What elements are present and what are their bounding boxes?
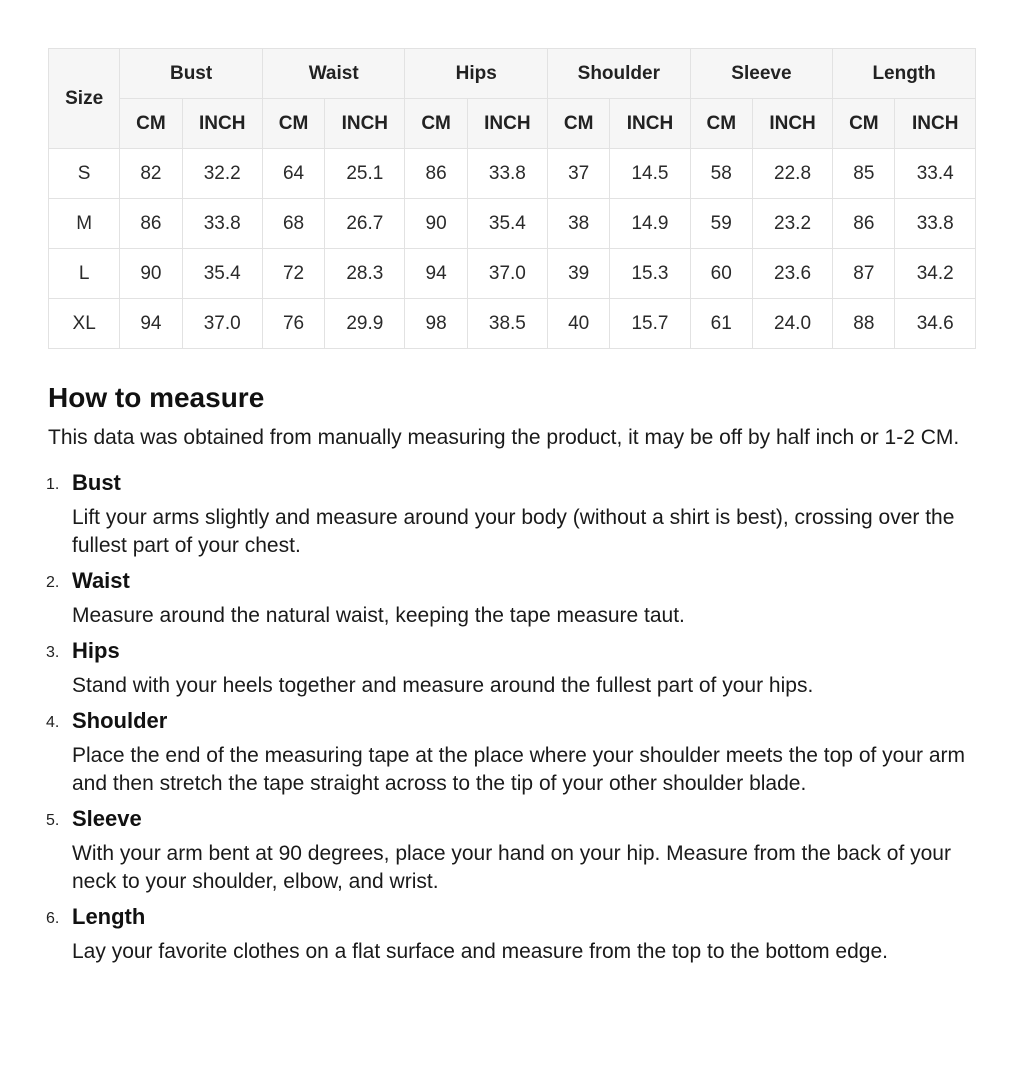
list-item [48, 468, 988, 560]
step-title: Hips [72, 638, 120, 663]
table-cell: 34.2 [895, 249, 976, 299]
table-cell: 76 [262, 299, 324, 349]
step-number: 3. [46, 644, 60, 661]
step-description: Stand with your heels together and measure around the fullest part of your hips. [72, 674, 814, 697]
list-item [48, 566, 988, 630]
table-cell: 64 [262, 149, 324, 199]
table-cell: 72 [262, 249, 324, 299]
group-header-sleeve: Sleeve [690, 49, 833, 99]
table-cell: 14.5 [610, 149, 690, 199]
step-title: Shoulder [72, 708, 168, 733]
table-cell: 22.8 [752, 149, 832, 199]
step-number: 2. [46, 574, 60, 591]
size-cell: XL [49, 299, 120, 349]
unit-header-cm: CM [120, 99, 182, 149]
unit-header-cm: CM [690, 99, 752, 149]
table-cell: 86 [405, 149, 467, 199]
table-cell: 90 [405, 199, 467, 249]
table-cell: 25.1 [325, 149, 405, 199]
table-cell: 37 [548, 149, 610, 199]
section-title: How to measure [48, 382, 265, 413]
table-cell: 60 [690, 249, 752, 299]
table-cell: 28.3 [325, 249, 405, 299]
table-cell: 15.7 [610, 299, 690, 349]
table-cell: 86 [120, 199, 182, 249]
table-cell: 15.3 [610, 249, 690, 299]
table-cell: 37.0 [467, 249, 547, 299]
step-title: Bust [72, 470, 121, 495]
step-description: With your arm bent at 90 degrees, place your hand on your hip. Measure from the back of your neck to your shoulder, elbow, and wrist. [72, 842, 951, 893]
table-cell: 34.6 [895, 299, 976, 349]
group-header-bust: Bust [120, 49, 263, 99]
table-cell: 59 [690, 199, 752, 249]
table-cell: 39 [548, 249, 610, 299]
table-cell: 87 [833, 249, 895, 299]
step-description: Measure around the natural waist, keeping the tape measure taut. [72, 604, 685, 627]
size-cell: S [49, 149, 120, 199]
measurement-steps-list [48, 468, 988, 966]
table-cell: 38.5 [467, 299, 547, 349]
table-cell: 88 [833, 299, 895, 349]
table-cell: 38 [548, 199, 610, 249]
list-item [48, 706, 988, 798]
table-cell: 14.9 [610, 199, 690, 249]
table-cell: 32.2 [182, 149, 262, 199]
table-cell: 24.0 [752, 299, 832, 349]
group-header-waist: Waist [262, 49, 405, 99]
size-cell: L [49, 249, 120, 299]
size-cell: M [49, 199, 120, 249]
table-cell: 33.8 [467, 149, 547, 199]
table-cell: 37.0 [182, 299, 262, 349]
table-cell: 94 [120, 299, 182, 349]
table-row [49, 149, 976, 199]
table-cell: 35.4 [467, 199, 547, 249]
group-header-length: Length [833, 49, 976, 99]
section-intro: This data was obtained from manually measuring the product, it may be off by half inch or 1-2 CM. [48, 426, 960, 449]
list-item [48, 804, 988, 896]
table-cell: 40 [548, 299, 610, 349]
table-cell: 68 [262, 199, 324, 249]
step-title: Sleeve [72, 806, 142, 831]
table-row [49, 199, 976, 249]
size-header: Size [49, 49, 120, 149]
table-cell: 90 [120, 249, 182, 299]
unit-header-inch: INCH [182, 99, 262, 149]
table-cell: 82 [120, 149, 182, 199]
table-unit-row [49, 99, 976, 149]
table-cell: 86 [833, 199, 895, 249]
table-cell: 94 [405, 249, 467, 299]
group-header-shoulder: Shoulder [548, 49, 691, 99]
unit-header-cm: CM [833, 99, 895, 149]
unit-header-inch: INCH [467, 99, 547, 149]
table-cell: 29.9 [325, 299, 405, 349]
table-header-row [49, 49, 976, 99]
list-item [48, 902, 988, 966]
step-number: 4. [46, 714, 60, 731]
unit-header-cm: CM [262, 99, 324, 149]
table-cell: 33.8 [895, 199, 976, 249]
step-description: Lift your arms slightly and measure around your body (without a shirt is best), crossing over the fullest part of your chest. [72, 506, 955, 557]
table-cell: 35.4 [182, 249, 262, 299]
step-number: 5. [46, 812, 60, 829]
unit-header-inch: INCH [752, 99, 832, 149]
table-cell: 23.6 [752, 249, 832, 299]
table-cell: 61 [690, 299, 752, 349]
list-item [48, 636, 988, 700]
group-header-hips: Hips [405, 49, 548, 99]
step-description: Place the end of the measuring tape at the place where your shoulder meets the top of your arm and then stretch the tape straight across to the tip of your other shoulder blade. [72, 744, 966, 795]
table-cell: 33.8 [182, 199, 262, 249]
unit-header-inch: INCH [325, 99, 405, 149]
table-cell: 33.4 [895, 149, 976, 199]
table-cell: 98 [405, 299, 467, 349]
table-row [49, 249, 976, 299]
table-cell: 23.2 [752, 199, 832, 249]
step-number: 1. [46, 476, 60, 493]
size-chart-table [48, 48, 976, 349]
unit-header-inch: INCH [895, 99, 976, 149]
step-title: Waist [72, 568, 130, 593]
step-title: Length [72, 904, 146, 929]
step-number: 6. [46, 910, 60, 927]
how-to-measure-section [48, 376, 988, 972]
unit-header-cm: CM [405, 99, 467, 149]
table-cell: 58 [690, 149, 752, 199]
unit-header-inch: INCH [610, 99, 690, 149]
table-cell: 26.7 [325, 199, 405, 249]
unit-header-cm: CM [548, 99, 610, 149]
step-description: Lay your favorite clothes on a flat surface and measure from the top to the bottom edge. [72, 940, 888, 963]
table-row [49, 299, 976, 349]
table-cell: 85 [833, 149, 895, 199]
